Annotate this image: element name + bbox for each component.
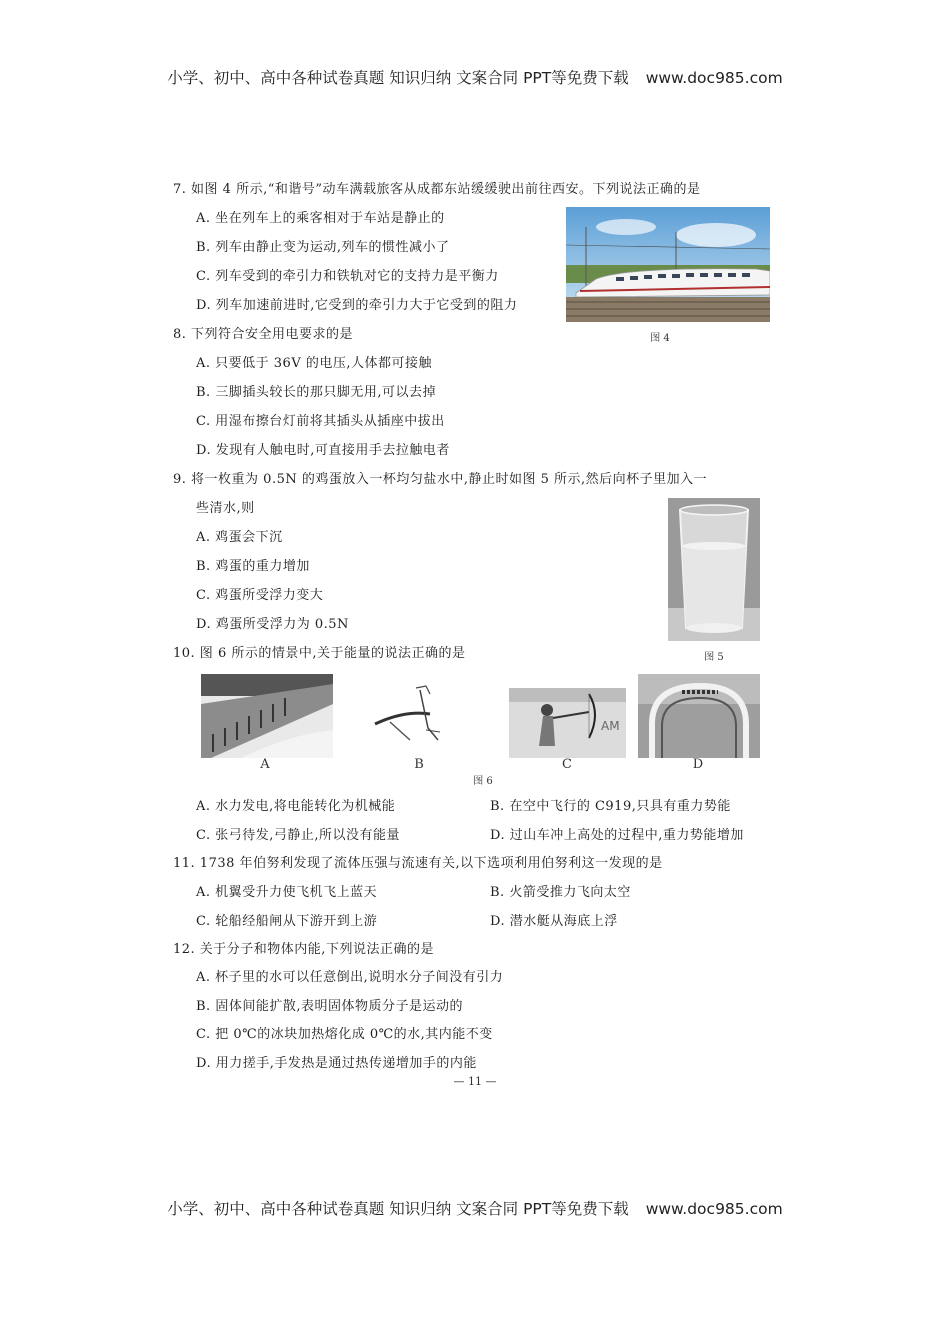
train-photo: [566, 207, 770, 322]
figure-6-label-a: A: [260, 757, 270, 772]
q10-option-c: C. 张弓待发,弓静止,所以没有能量: [196, 828, 401, 843]
q11-option-c: C. 轮船经船闸从下游开到上游: [196, 914, 378, 929]
q9-option-c: C. 鸡蛋所受浮力变大: [196, 588, 324, 603]
svg-text:AM: AM: [601, 719, 620, 733]
q7-option-c: C. 列车受到的牵引力和铁轨对它的支持力是平衡力: [196, 269, 499, 284]
hydropower-dam-photo: [201, 674, 333, 758]
q8-option-c: C. 用湿布擦台灯前将其插头从插座中拔出: [196, 414, 445, 429]
q8-option-b: B. 三脚插头较长的那只脚无用,可以去掉: [196, 385, 436, 400]
footer-banner: [0, 1197, 950, 1219]
q12-option-c: C. 把 0℃的冰块加热熔化成 0℃的水,其内能不变: [196, 1027, 493, 1042]
question-8-stem: 8. 下列符合安全用电要求的是: [173, 327, 354, 342]
q11-option-a: A. 机翼受升力使飞机飞上蓝天: [196, 885, 378, 900]
q9-option-d: D. 鸡蛋所受浮力为 0.5N: [196, 617, 349, 632]
q12-option-b: B. 固体间能扩散,表明固体物质分子是运动的: [196, 999, 463, 1014]
banner-text: 小学、初中、高中各种试卷真题 知识归纳 文案合同 PPT等免费下载: [167, 69, 629, 87]
q8-option-a: A. 只要低于 36V 的电压,人体都可接触: [196, 356, 432, 371]
figure-5-caption: 图 5: [704, 652, 724, 663]
question-9-stem-line1: 9. 将一枚重为 0.5N 的鸡蛋放入一杯均匀盐水中,静止时如图 5 所示,然后向杯子里加入一: [173, 472, 708, 487]
figure-6-caption: 图 6: [473, 776, 493, 787]
c919-airplane-photo: [360, 680, 475, 758]
roller-coaster-photo: [638, 674, 760, 758]
question-11-stem: 11. 1738 年伯努利发现了流体压强与流速有关,以下选项利用伯努利这一发现的是: [173, 856, 663, 871]
q10-option-a: A. 水力发电,将电能转化为机械能: [196, 799, 396, 814]
q12-option-a: A. 杯子里的水可以任意倒出,说明水分子间没有引力: [196, 970, 504, 985]
footer-banner-text: 小学、初中、高中各种试卷真题 知识归纳 文案合同 PPT等免费下载: [167, 1200, 629, 1218]
page-number: — 11 —: [453, 1075, 497, 1088]
q8-option-d: D. 发现有人触电时,可直接用手去拉触电者: [196, 443, 450, 458]
archer-photo: [509, 688, 626, 758]
question-7-stem: 7. 如图 4 所示,“和谐号”动车满载旅客从成都东站缓缓驶出前往西安。下列说法正确的是: [173, 182, 701, 197]
q7-option-b: B. 列车由静止变为运动,列车的惯性减小了: [196, 240, 450, 255]
question-9-stem-line2: 些清水,则: [196, 501, 255, 516]
banner-url[interactable]: www.doc985.com: [645, 69, 783, 87]
q11-option-b: B. 火箭受推力飞向太空: [490, 885, 631, 900]
header-banner: [0, 66, 950, 88]
figure-4-caption: 图 4: [650, 333, 670, 344]
q9-option-a: A. 鸡蛋会下沉: [196, 530, 283, 545]
glass-photo: [668, 498, 760, 641]
q10-option-b: B. 在空中飞行的 C919,只具有重力势能: [490, 799, 731, 814]
question-12-stem: 12. 关于分子和物体内能,下列说法正确的是: [173, 942, 434, 957]
figure-6-label-c: C: [562, 757, 572, 772]
figure-6-label-b: B: [414, 757, 424, 772]
q9-option-b: B. 鸡蛋的重力增加: [196, 559, 310, 574]
q12-option-d: D. 用力搓手,手发热是通过热传递增加手的内能: [196, 1056, 477, 1071]
question-10-stem: 10. 图 6 所示的情景中,关于能量的说法正确的是: [173, 646, 466, 661]
q7-option-d: D. 列车加速前进时,它受到的牵引力大于它受到的阻力: [196, 298, 518, 313]
footer-banner-url[interactable]: www.doc985.com: [645, 1200, 783, 1218]
q7-option-a: A. 坐在列车上的乘客相对于车站是静止的: [196, 211, 445, 226]
q10-option-d: D. 过山车冲上高处的过程中,重力势能增加: [490, 828, 744, 843]
figure-6-label-d: D: [692, 757, 704, 772]
q11-option-d: D. 潜水艇从海底上浮: [490, 914, 618, 929]
